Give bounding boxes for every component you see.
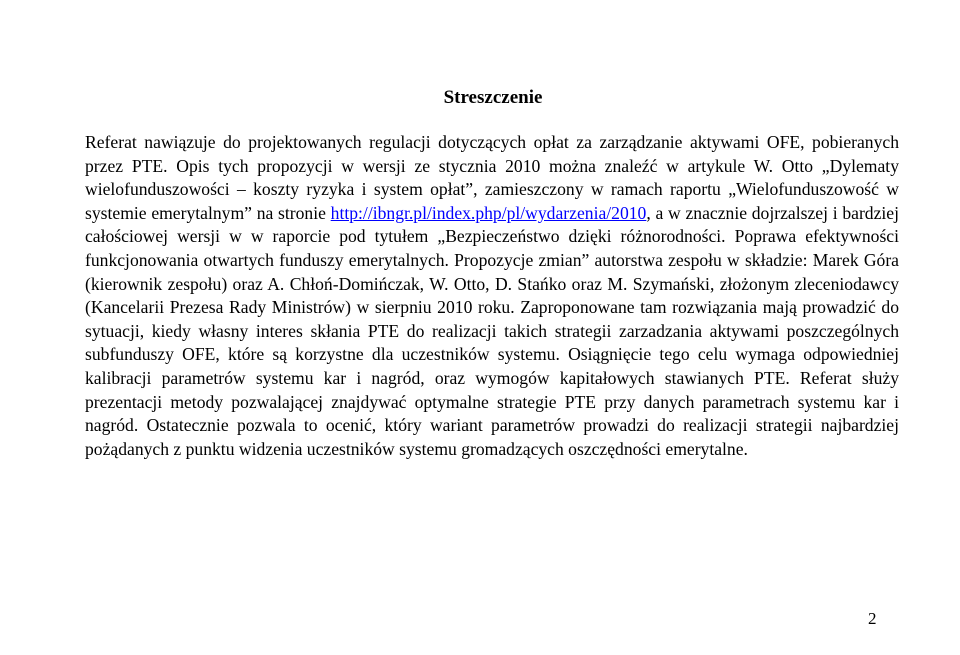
ibngr-link[interactable]: http://ibngr.pl/index.php/pl/wydarzenia/2010 — [330, 202, 647, 223]
abstract-text-part-1: Referat nawiązuje do projektowanych regulacji dotyczących opłat za zarządzanie aktywami OFE, pobieranych przez PTE. Opis tych propozycji w wersji ze stycznia 2010 można znaleźć w artykule W. Otto „Dylematy wielofunduszowości – koszty ryzyka i system opłat”, zamieszczony w ramach raportu „Wielofunduszowość w systemie emerytalnym” na stronie — [85, 132, 899, 223]
page-title: Streszczenie — [443, 87, 543, 108]
page-number: 2 — [868, 609, 877, 628]
abstract-paragraph — [85, 131, 899, 461]
abstract-text-part-2: , a w znacznie dojrzalszej i bardziej całościowej wersji w w raporcie pod tytułem „Bezpieczeństwo dzięki różnorodności. Poprawa efektywności funkcjonowania otwartych funduszy emerytalnych. Propozycje zmian” autorstwa zespołu w składzie: Marek Góra (kierownik zespołu) oraz A. Chłoń-Domińczak, W. Otto, D. Stańko oraz M. Szymański, złożonym zleceniodawcy (Kancelarii Prezesa Rady Ministrów) w sierpniu 2010 roku. Zaproponowane tam rozwiązania mają prowadzić do sytuacji, kiedy własny interes skłania PTE do realizacji takich strategii zarzadzania aktywami poszczególnych subfunduszy OFE, które są korzystne dla uczestników systemu. Osiągnięcie tego celu wymaga odpowiedniej kalibracji parametrów systemu kar i nagród, oraz wymogów kapitałowych stawianych PTE. Referat służy prezentacji metody pozwalającej znajdywać optymalne strategie PTE przy danych parametrach systemu kar i nagród. Ostatecznie pozwala to ocenić, który wariant parametrów prowadzi do realizacji strategii najbardziej pożądanych z punktu widzenia uczestników systemu gromadzących oszczędności emerytalne. — [85, 202, 899, 459]
